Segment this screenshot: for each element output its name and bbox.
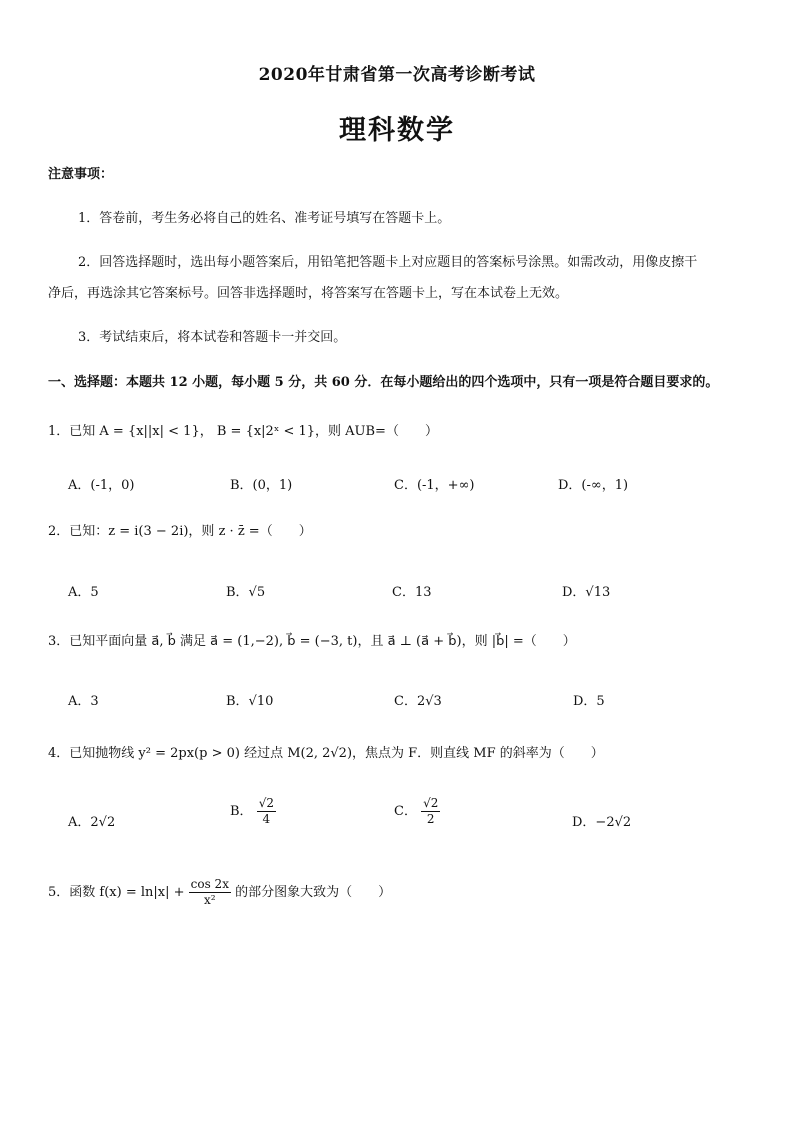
question-1-option-a: A．(-1，0) — [68, 478, 135, 493]
question-4-option-b-fraction — [257, 796, 276, 827]
notice-item-3: 3．考试结束后，将本试卷和答题卡一并交回。 — [78, 330, 347, 345]
section1-heading: 一、选择题：本题共 12 小题，每小题 5 分，共 60 分．在每小题给出的四个选项中，只有一项是符合题目要求的。 — [48, 375, 719, 390]
fraction-numerator: cos 2x — [190, 877, 229, 891]
question-3-stem: 3．已知平面向量 a⃗, b⃗ 满足 a⃗ = (1,−2), b⃗ = (−3, t)，且 a⃗ ⊥ (a⃗ + b⃗)，则 |b⃗| =（ ） — [48, 634, 576, 649]
question-4-option-d: D．−2√2 — [572, 815, 632, 830]
question-3-option-a: A．3 — [68, 694, 99, 709]
question-1-stem: 1．已知 A = {x||x| < 1}， B = {x|2ˣ < 1}，则 AUB=（ ） — [48, 424, 438, 439]
notice-item-2-line2: 净后，再选涂其它答案标号。回答非选择题时，将答案写在答题卡上，写在本试卷上无效。 — [48, 286, 569, 301]
notice-item-1: 1．答卷前，考生务必将自己的姓名、准考证号填写在答题卡上。 — [78, 211, 451, 226]
question-3-option-b: B．√10 — [226, 694, 274, 709]
question-2-option-d: D．√13 — [562, 585, 611, 600]
fraction-denominator: 2 — [426, 812, 435, 826]
fraction-denominator: x² — [204, 893, 216, 907]
subject-title: 理科数学 — [339, 115, 455, 146]
question-3-option-c: C．2√3 — [394, 694, 442, 709]
question-4-option-c-label: C． — [394, 804, 417, 819]
question-3-option-d: D．5 — [573, 694, 605, 709]
question-4-option-a: A．2√2 — [68, 815, 116, 830]
question-2-option-c: C．13 — [392, 585, 432, 600]
question-2-option-b: B．√5 — [226, 585, 266, 600]
notice-heading: 注意事项： — [48, 167, 114, 182]
question-1-option-d: D．(-∞，1) — [558, 478, 629, 493]
fraction-numerator: √2 — [423, 796, 439, 810]
fraction-numerator: √2 — [258, 796, 274, 810]
question-4-stem: 4．已知抛物线 y² = 2px(p > 0) 经过点 M(2, 2√2)，焦点为 F．则直线 MF 的斜率为（ ） — [48, 746, 604, 761]
question-1-option-b: B．(0，1) — [230, 478, 293, 493]
question-4-option-b — [230, 796, 276, 827]
question-5-stem-suffix: 的部分图象大致为（ ） — [230, 885, 392, 900]
question-5-fraction — [189, 877, 231, 908]
question-1-option-c: C．(-1，+∞) — [394, 478, 475, 493]
question-5-stem — [48, 876, 391, 910]
fraction-denominator: 4 — [262, 812, 271, 826]
question-4-option-c — [394, 796, 440, 827]
question-2-option-a: A．5 — [68, 585, 99, 600]
exam-title: 2020年甘肃省第一次高考诊断考试 — [258, 65, 536, 85]
question-4-option-c-fraction — [421, 796, 440, 827]
notice-item-2-line1: 2．回答选择题时，选出每小题答案后，用铅笔把答题卡上对应题目的答案标号涂黑。如需改动，用像皮擦干 — [78, 255, 698, 270]
question-5-stem-prefix: 5．函数 f(x) = ln|x| + — [48, 885, 189, 900]
question-4-option-b-label: B． — [230, 804, 253, 819]
question-2-stem: 2．已知：z = i(3 − 2i)，则 z · z̄ =（ ） — [48, 524, 312, 539]
